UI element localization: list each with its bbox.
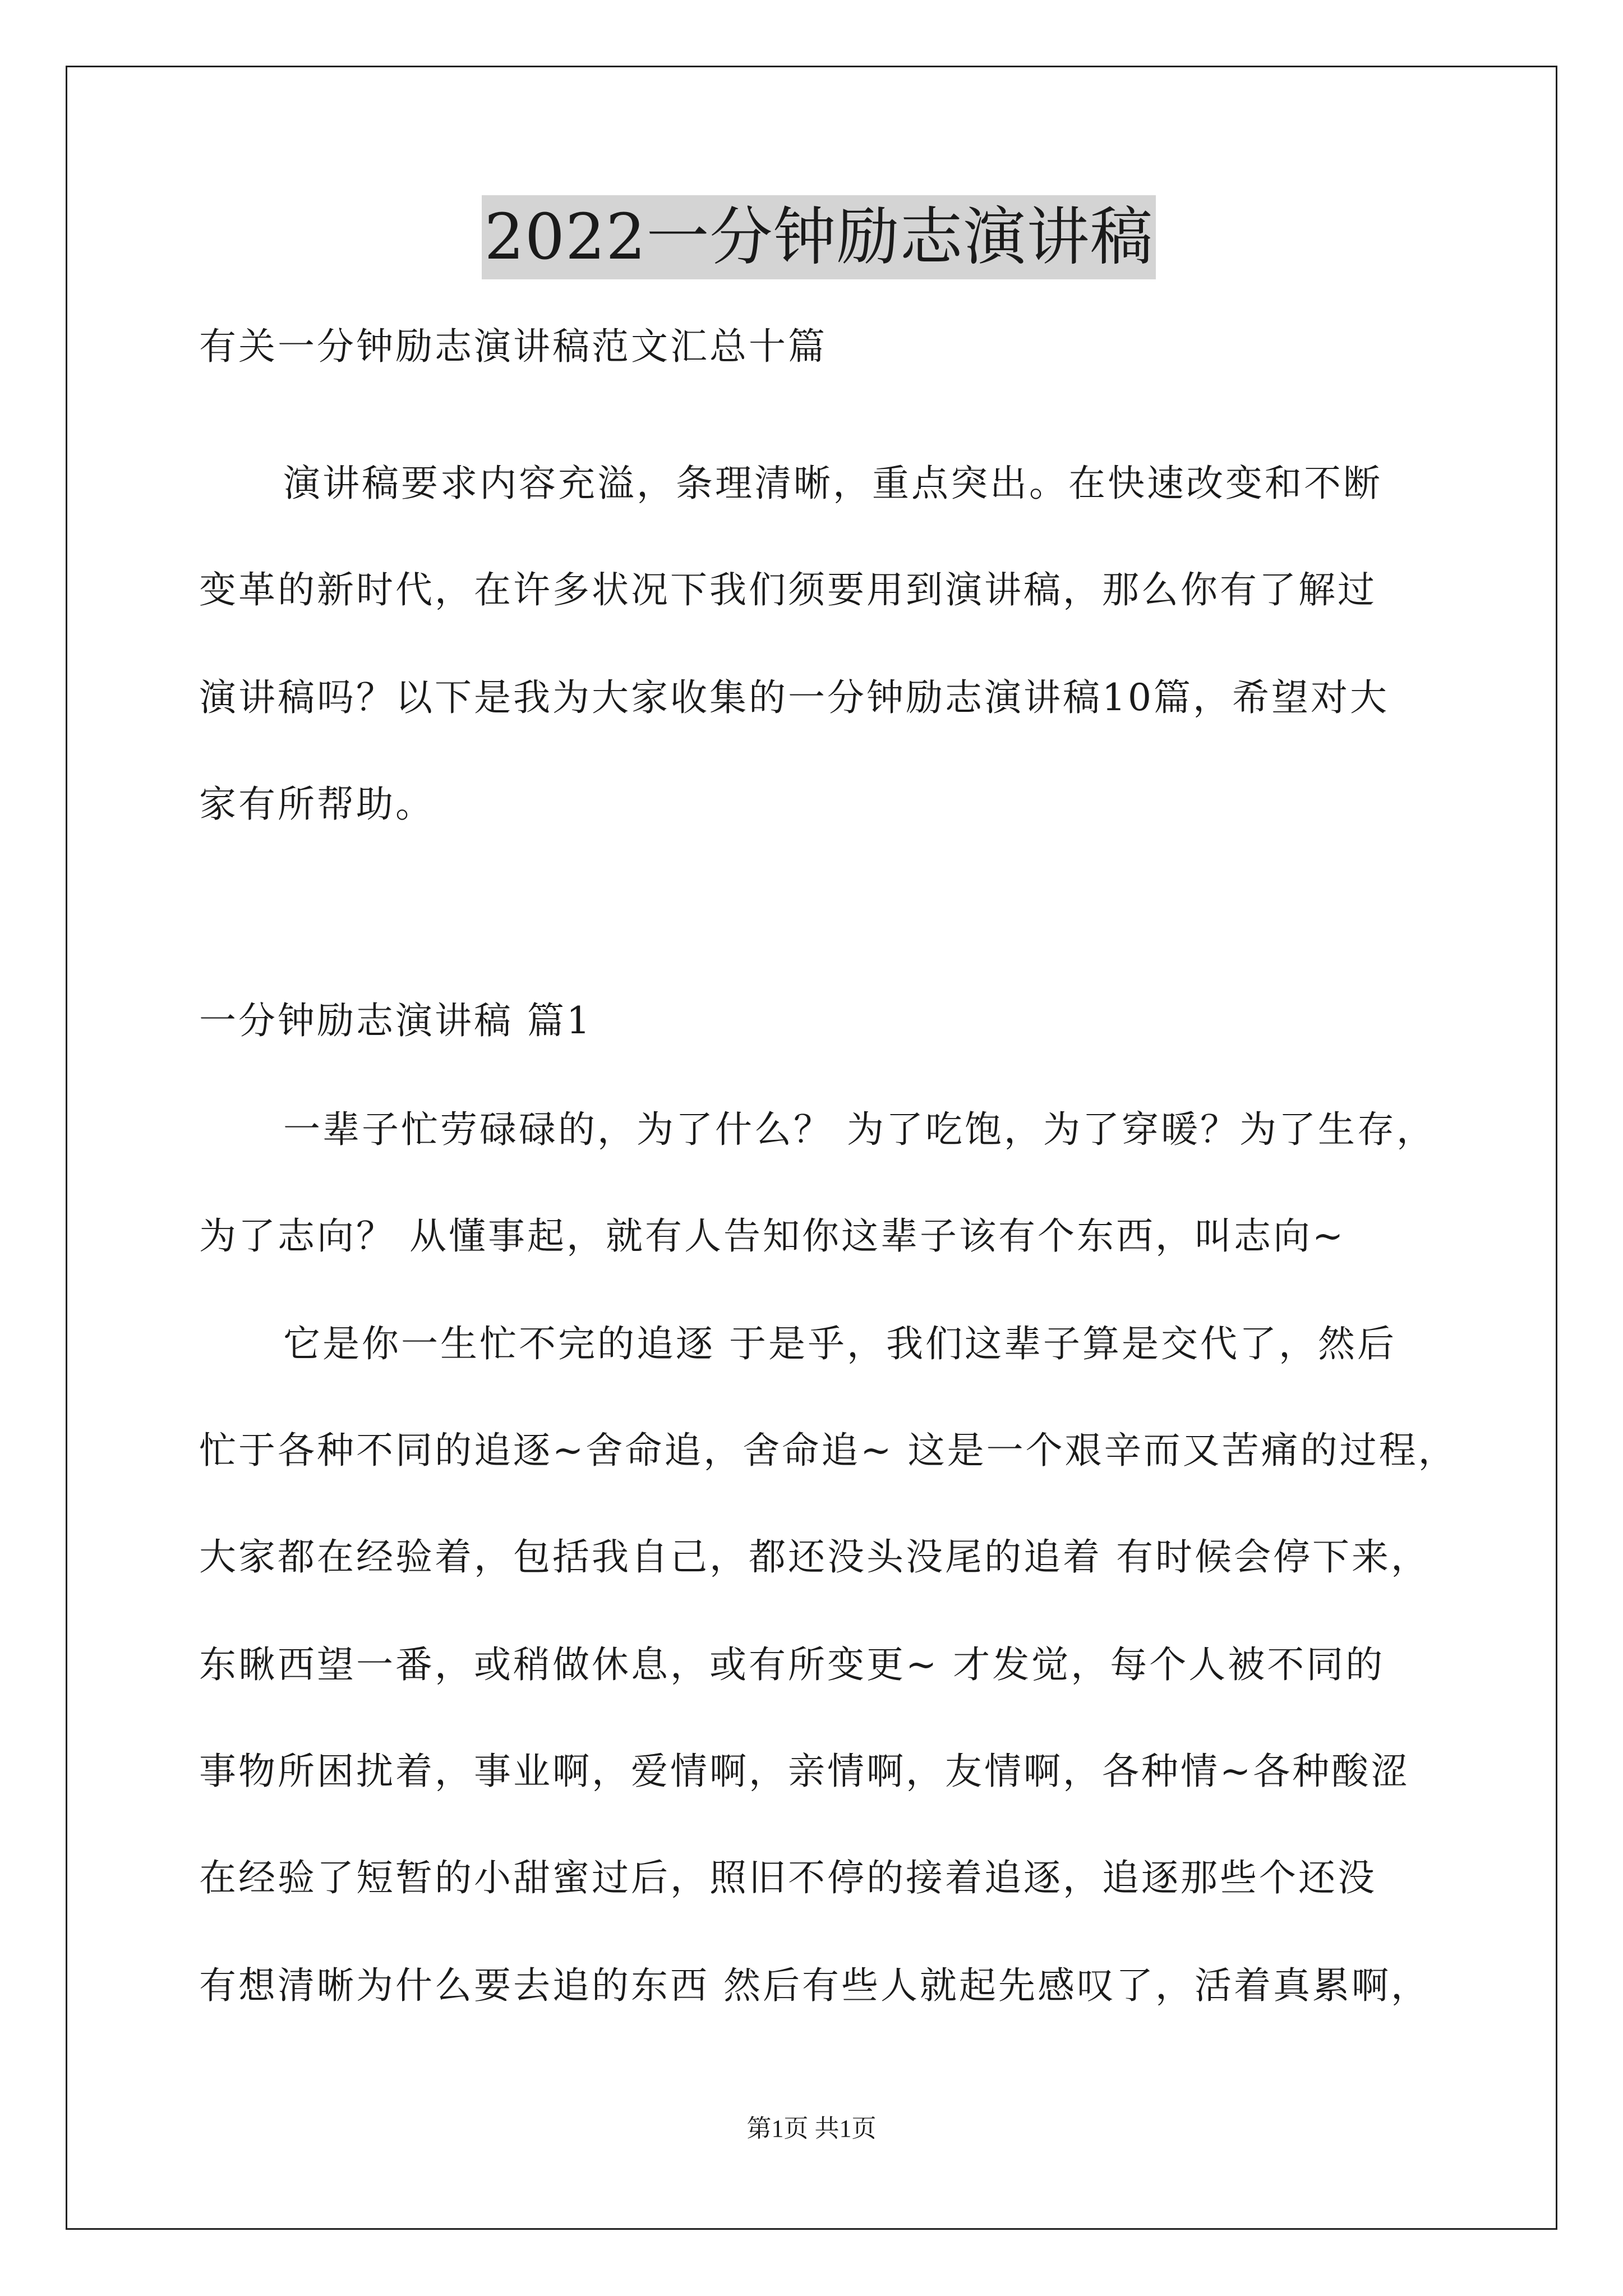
body-line: 东瞅西望一番，或稍做休息，或有所变更~ 才发觉，每个人被不同的	[199, 1643, 1385, 1686]
subtitle: 有关一分钟励志演讲稿范文汇总十篇	[199, 325, 827, 368]
body-line: 一辈子忙劳碌碌的，为了什么？ 为了吃饱，为了穿暖？为了生存，	[283, 1108, 1436, 1151]
body-line: 为了志向？ 从懂事起，就有人告知你这辈子该有个东西，叫志向~	[199, 1214, 1346, 1258]
body-line: 它是你一生忙不完的追逐 于是乎，我们这辈子算是交代了，然后	[283, 1322, 1396, 1365]
intro-line: 演讲稿要求内容充溢，条理清晰，重点突出。在快速改变和不断	[283, 462, 1382, 505]
body-line: 有想清晰为什么要去追的东西 然后有些人就起先感叹了，活着真累啊，	[199, 1964, 1430, 2007]
title-wrap	[199, 195, 1438, 279]
body-line: 大家都在经验着，包括我自己，都还没头没尾的追着 有时候会停下来，	[199, 1535, 1430, 1579]
section-heading: 一分钟励志演讲稿 篇1	[199, 999, 592, 1042]
body-line: 在经验了短暂的小甜蜜过后，照旧不停的接着追逐，追逐那些个还没	[199, 1856, 1377, 1899]
intro-line: 家有所帮助。	[199, 783, 435, 826]
body-line: 事物所困扰着，事业啊，爱情啊，亲情啊，友情啊，各种情~各种酸涩	[199, 1750, 1410, 1793]
intro-line: 演讲稿吗？以下是我为大家收集的一分钟励志演讲稿10篇，希望对大	[199, 676, 1389, 719]
intro-line: 变革的新时代，在许多状况下我们须要用到演讲稿，那么你有了解过	[199, 568, 1377, 611]
body-line: 忙于各种不同的追逐~舍命追，舍命追~ 这是一个艰辛而又苦痛的过程，	[199, 1429, 1458, 1472]
document-title: 2022一分钟励志演讲稿	[482, 195, 1155, 279]
page-footer: 第1页 共1页	[746, 2115, 877, 2142]
